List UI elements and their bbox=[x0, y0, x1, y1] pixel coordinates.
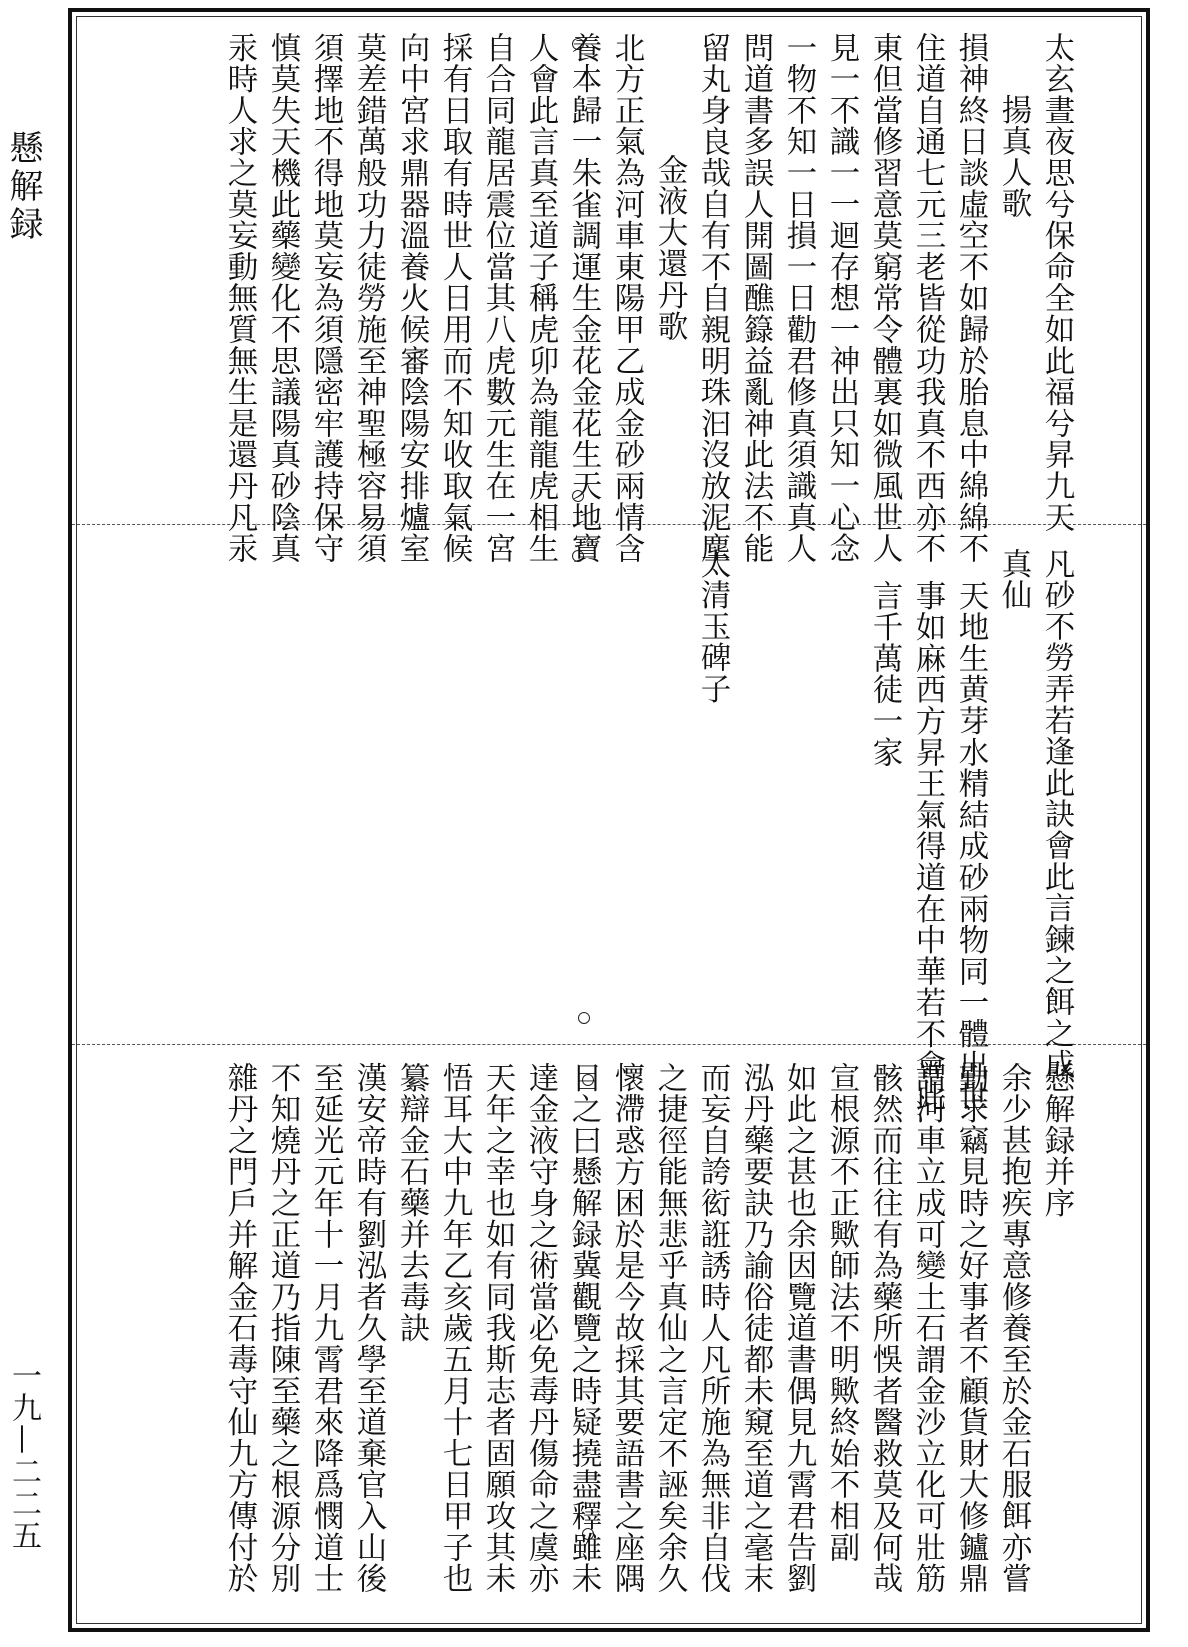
punctuation-circle bbox=[578, 1012, 590, 1024]
text-column: 言千萬徒一家 bbox=[867, 580, 902, 768]
text-column: 之捷徑能無悲乎真仙之言定不誣矣余久 bbox=[652, 1062, 687, 1595]
text-column: 太玄晝夜思兮保命全如此福兮昇九天 bbox=[1039, 32, 1074, 533]
text-column: 自合同龍居震位當其八虎數元生在一宮 bbox=[480, 32, 515, 565]
text-column: 留丸身良哉自有不自親明珠汩沒放泥塵 bbox=[695, 32, 730, 565]
text-column: 懷滯惑方困於是今故採其要語書之座隅 bbox=[609, 1062, 644, 1595]
text-column: 人會此言真至道子稱虎卯為龍龍虎相生 bbox=[523, 32, 558, 565]
text-column: 損神終日談虛空不如歸於胎息中綿綿不 bbox=[953, 32, 988, 565]
text-column: 不知燒丹之正道乃指陳至藥之根源分別 bbox=[265, 1062, 300, 1595]
text-column: 向中宮求鼎器溫養火候審陰陽安排爐室 bbox=[394, 32, 429, 565]
text-column: 謂河車立成可變土石謂金沙立化可壯筋 bbox=[910, 1062, 945, 1595]
text-column: 骸然而往往有為藥所悞者醫救莫及何哉 bbox=[867, 1062, 902, 1595]
text-column: 東但當修習意莫窮常令體裏如微風世人 bbox=[867, 32, 902, 565]
text-column: 見一不識一一迴存想一神出只知一心念 bbox=[824, 32, 859, 565]
text-column: 事如麻西方昇王氣得道在中華若不會此 bbox=[910, 580, 945, 1113]
text-column: 悟耳大中九年乙亥歲五月十七日甲子也 bbox=[437, 1062, 472, 1595]
text-column-heading: 太清玉碑子 bbox=[695, 548, 730, 705]
margin-page-number: 一九—二二五 bbox=[6, 1360, 41, 1552]
text-column: 天年之幸也如有同我斯志者固願攻其未 bbox=[480, 1062, 515, 1595]
text-column-heading: 懸解録并序 bbox=[1039, 1062, 1074, 1219]
text-column-heading: 金液大還丹歌 bbox=[652, 154, 687, 342]
text-block-upper bbox=[218, 32, 1078, 565]
margin-book-title: 懸解録 bbox=[3, 130, 43, 244]
text-column: 問道書多誤人開圖醮籙益亂神此法不能 bbox=[738, 32, 773, 565]
text-block-lower bbox=[218, 1062, 1078, 1612]
text-column: 汞時人求之莫妄動無質無生是還丹凡汞 bbox=[222, 32, 257, 565]
text-column: 採有日取有時世人日用而不知收取氣候 bbox=[437, 32, 472, 565]
text-column-heading: 揚真人歌 bbox=[996, 94, 1031, 220]
text-column: 雜丹之門戶并解金石毒守仙九方傳付於 bbox=[222, 1062, 257, 1595]
text-column: 如此之甚也余因覽道書偶見九霄君告劉 bbox=[781, 1062, 816, 1595]
text-column: 勤求竊見時之好事者不顧貨財大修鑪鼎 bbox=[953, 1062, 988, 1595]
text-column: 住道自通七元三老皆從功我真不西亦不 bbox=[910, 32, 945, 565]
text-column: 北方正氣為河車東陽甲乙成金砂兩情含 bbox=[609, 32, 644, 565]
text-column: 一物不知一日損一日勸君修真須識真人 bbox=[781, 32, 816, 565]
text-column: 達金液守身之術當必免毒丹傷命之虞亦 bbox=[523, 1062, 558, 1595]
text-column: 須擇地不得地莫妄為須隱密牢護持保守 bbox=[308, 32, 343, 565]
text-column-heading: 纂辯金石藥并去毒訣 bbox=[394, 1062, 429, 1344]
text-column: 而妄自誇衒誑誘時人凡所施為無非自伐 bbox=[695, 1062, 730, 1595]
text-column: 養本歸一朱雀調運生金花金花生天地寶 bbox=[566, 32, 601, 565]
text-column: 宣根源不正歟師法不明歟終始不相副 bbox=[824, 1062, 859, 1563]
text-column: 天地生黄芽水精結成砂兩物同一體出世 bbox=[953, 580, 988, 1113]
text-column: 至延光元年十一月九霄君來降爲憫道士 bbox=[308, 1062, 343, 1595]
text-column: 漢安帝時有劉泓者久學至道棄官入山後 bbox=[351, 1062, 386, 1595]
text-block-middle bbox=[691, 548, 1078, 1113]
text-column: 真仙 bbox=[996, 548, 1031, 611]
text-column: 泓丹藥要訣乃諭俗徒都未窺至道之毫末 bbox=[738, 1062, 773, 1595]
text-column: 莫差錯萬般功力徒勞施至神聖極容易須 bbox=[351, 32, 386, 565]
text-column: 余少甚抱疾專意修養至於金石服餌亦嘗 bbox=[996, 1062, 1031, 1595]
text-column: 慎莫失天機此藥變化不思議陽真砂陰真 bbox=[265, 32, 300, 565]
text-column: 目之曰懸解録冀觀覽之時疑撓盡釋雖未 bbox=[566, 1062, 601, 1595]
text-column: 凡砂不勞弄若逢此訣會此言鍊之餌之成 bbox=[1039, 548, 1074, 1081]
